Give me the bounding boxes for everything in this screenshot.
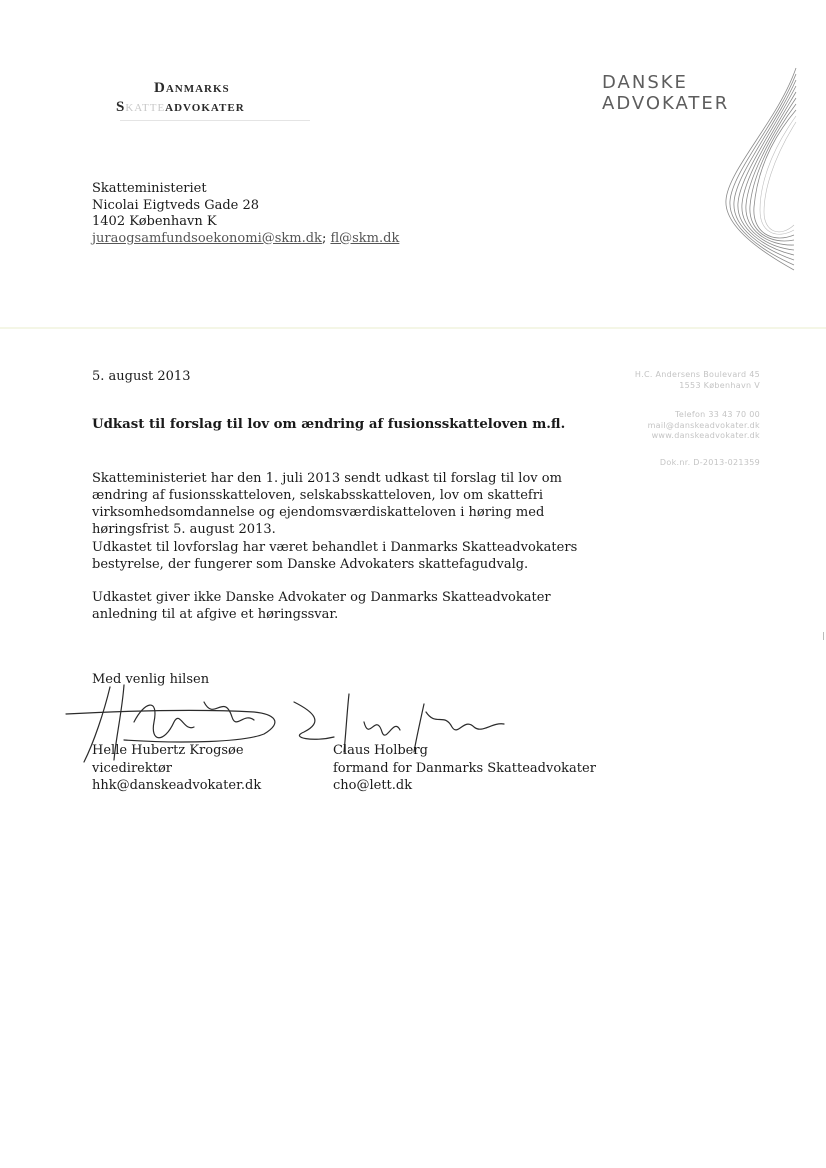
greeting: Med venlig hilsen	[92, 672, 210, 687]
sender-address-2: 1553 København V	[679, 380, 760, 390]
signatory-1	[92, 742, 261, 795]
paragraph-1: Skatteministeriet har den 1. juli 2013 sendt udkast til forslag til lov om ændring af fusionsskatteloven, selskabsskatteloven, lov om skattefri virksomhedsomdannelse og ejendomsværdiskatteloven i høring med høringsfrist 5. august 2013.	[92, 471, 562, 537]
edge-mark	[823, 632, 824, 640]
sender-address-1: H.C. Andersens Boulevard 45	[634, 370, 760, 379]
recipient-city: 1402 København K	[92, 214, 217, 229]
recipient-address	[92, 181, 399, 247]
recipient-street: Nicolai Eigtveds Gade 28	[92, 197, 260, 213]
letter-subject: Udkast til forslag til lov om ændring af fusionsskatteloven m.fl.	[92, 417, 566, 432]
logo-bold-text: advokater	[165, 99, 245, 115]
logo-line-2	[116, 99, 245, 116]
signatory-1-name: Helle Hubertz Krogsøe	[92, 743, 244, 758]
logo-underline	[120, 120, 310, 121]
recipient-emails	[92, 231, 399, 248]
signatory-2-title: formand for Danmarks Skatteadvokater	[333, 760, 596, 776]
logo-advokater: ADVOKATER	[602, 93, 730, 114]
sender-email: mail@danskeadvokater.dk	[647, 420, 760, 430]
paragraph-3: Udkastet giver ikke Danske Advokater og Danmarks Skatteadvokater anledning til at afgive et høringssvar.	[92, 590, 551, 622]
signatory-2-email: cho@lett.dk	[333, 778, 413, 793]
logo-faint-text: katte	[125, 99, 166, 115]
recipient-email-link-2[interactable]: fl@skm.dk	[330, 230, 400, 246]
logo-danske: DANSKE	[602, 72, 688, 93]
email-separator: ;	[321, 230, 331, 246]
recipient-email-link-1[interactable]: juraogsamfundsoekonomi@skm.dk	[92, 230, 322, 246]
sender-web: www.danskeadvokater.dk	[651, 431, 760, 440]
document-number: Dok.nr. D-2013-021359	[659, 457, 760, 467]
recipient-name: Skatteministeriet	[92, 181, 207, 196]
sender-info-column	[635, 370, 760, 468]
danmarks-skatteadvokater-logo	[112, 80, 342, 126]
swirl-lines-graphic	[718, 60, 798, 275]
signatory-2-name: Claus Holberg	[333, 743, 428, 758]
logo-line-1: Danmarks	[154, 80, 230, 96]
letter-date: 5. august 2013	[92, 369, 191, 384]
logo-letter-s: S	[116, 99, 126, 115]
header-divider	[0, 327, 826, 329]
sender-phone: Telefon 33 43 70 00	[675, 410, 760, 419]
signatory-1-title: vicedirektør	[92, 760, 173, 776]
signatory-2	[333, 742, 596, 795]
paragraph-2: Udkastet til lovforslag har været behandlet i Danmarks Skatteadvokaters bestyrelse, der fungerer som Danske Advokaters skattefagudvalg.	[92, 540, 578, 572]
signatory-1-email: hhk@danskeadvokater.dk	[92, 778, 262, 793]
